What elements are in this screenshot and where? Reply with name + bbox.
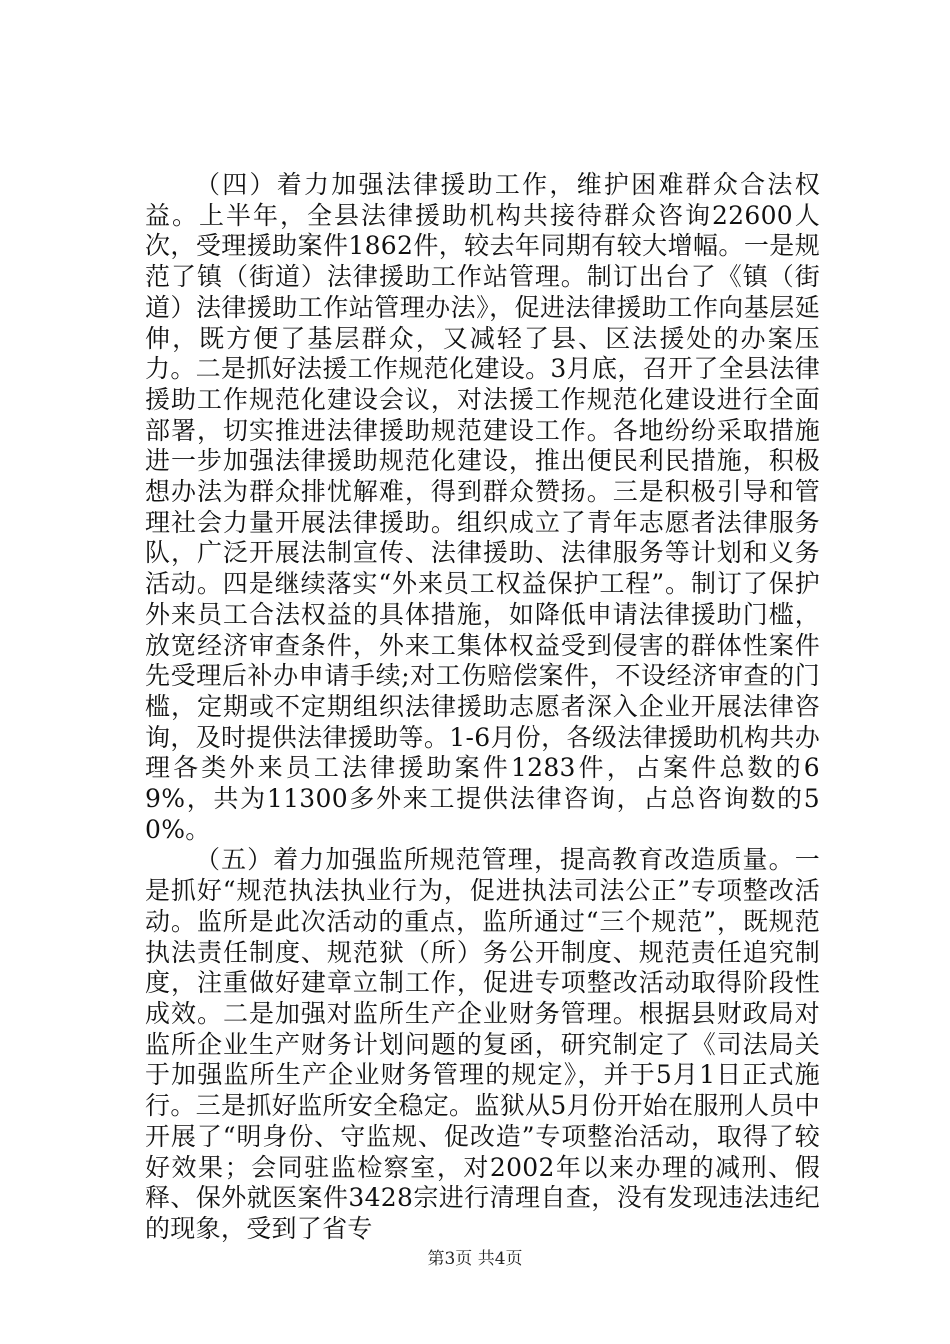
page-footer: 第3页 共4页 (427, 1249, 523, 1269)
document-body (145, 170, 820, 1245)
paragraph-prison-management: （五）着力加强监所规范管理，提高教育改造质量。一是抓好“规范执法执业行为，促进执法司法公正”专项整改活动。监所是此次活动的重点，监所通过“三个规范”，既规范执法责任制度、规范狱（所）务公开制度、规范责任追究制度，注重做好建章立制工作，促进专项整改活动取得阶段性成效。二是加强对监所生产企业财务管理。根据县财政局对监所企业生产财务计划问题的复函，研究制定了《司法局关于加强监所生产企业财务管理的规定》，并于5月1日正式施行。三是抓好监所安全稳定。监狱从5月份开始在服刑人员中开展了“明身份、守监规、促改造”专项整治活动，取得了较好效果；会同驻监检察室，对2002年以来办理的减刑、假释、保外就医案件3428宗进行清理自查，没有发现违法违纪的现象，受到了省专 (145, 845, 820, 1243)
paragraph-legal-aid: （四）着力加强法律援助工作，维护困难群众合法权益。上半年，全县法律援助机构共接待群众咨询22600人次，受理援助案件1862件，较去年同期有较大增幅。一是规范了镇（街道）法律援助工作站管理。制订出台了《镇（街道）法律援助工作站管理办法》，促进法律援助工作向基层延伸，既方便了基层群众，又减轻了县、区法援处的办案压力。二是抓好法援工作规范化建设。3月底，召开了全县法律援助工作规范化建设会议，对法援工作规范化建设进行全面部署，切实推进法律援助规范建设工作。各地纷纷采取措施进一步加强法律援助规范化建设，推出便民利民措施，积极想办法为群众排忧解难，得到群众赞扬。三是积极引导和管理社会力量开展法律援助。组织成立了青年志愿者法律服务队，广泛开展法制宣传、法律援助、法律服务等计划和义务活动。四是继续落实“外来员工权益保护工程”。制订了保护外来员工合法权益的具体措施，如降低申请法律援助门槛，放宽经济审查条件，外来工集体权益受到侵害的群体性案件先受理后补办申请手续;对工伤赔偿案件，不设经济审查的门槛，定期或不定期组织法律援助志愿者深入企业开展法律咨询，及时提供法律援助等。1-6月份，各级法律援助机构共办理各类外来员工法律援助案件1283件，占案件总数的69%，共为11300多外来工提供法律咨询，占总咨询数的50%。 (145, 170, 820, 844)
